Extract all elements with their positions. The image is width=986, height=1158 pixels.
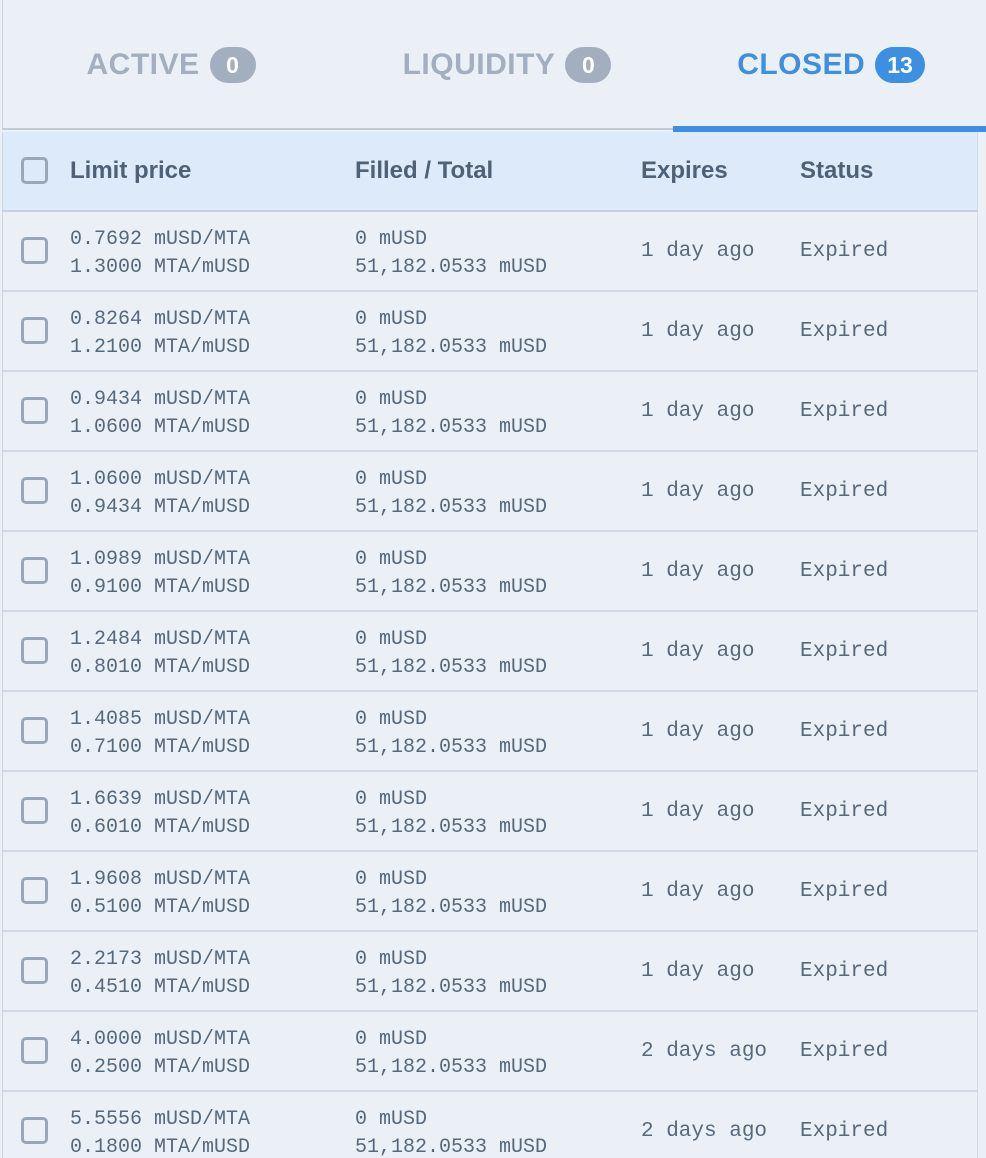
limit-price-cell	[70, 866, 250, 922]
table-row[interactable]	[3, 372, 977, 452]
filled-total-cell	[355, 946, 547, 1002]
row-checkbox[interactable]	[21, 237, 48, 264]
count-badge: 0	[210, 47, 256, 83]
price-mta-per-musd: 0.9100 MTA/mUSD	[70, 576, 251, 599]
expires-cell: 1 day ago	[641, 719, 755, 743]
status-cell: Expired	[800, 319, 889, 343]
price-mta-per-musd: 0.9434 MTA/mUSD	[70, 496, 251, 519]
table-row[interactable]	[3, 292, 977, 372]
status-cell: Expired	[800, 799, 889, 823]
filled-amount: 0 mUSD	[355, 708, 428, 731]
table-body	[3, 212, 977, 1158]
tab-active[interactable]	[3, 0, 339, 130]
price-mta-per-musd: 1.2100 MTA/mUSD	[70, 336, 251, 359]
filled-amount: 0 mUSD	[355, 388, 428, 411]
filled-amount: 0 mUSD	[355, 308, 428, 331]
filled-total-cell	[355, 786, 547, 842]
tab-label: LIQUIDITY	[402, 48, 556, 81]
filled-total-cell	[355, 466, 547, 522]
status-cell: Expired	[800, 879, 889, 903]
total-amount: 51,182.0533 mUSD	[355, 976, 548, 999]
filled-total-cell	[355, 1026, 547, 1082]
column-header-filled-total[interactable]: Filled / Total	[355, 157, 494, 184]
expires-cell: 2 days ago	[641, 1119, 768, 1143]
price-musd-per-mta: 0.8264 mUSD/MTA	[70, 308, 251, 331]
filled-total-cell	[355, 626, 547, 682]
row-checkbox[interactable]	[21, 717, 48, 744]
total-amount: 51,182.0533 mUSD	[355, 256, 548, 279]
table-row[interactable]	[3, 452, 977, 532]
price-mta-per-musd: 0.6010 MTA/mUSD	[70, 816, 251, 839]
total-amount: 51,182.0533 mUSD	[355, 496, 548, 519]
price-musd-per-mta: 0.7692 mUSD/MTA	[70, 228, 251, 251]
tab-liquidity[interactable]	[339, 0, 675, 130]
tab-label: CLOSED	[737, 48, 866, 81]
total-amount: 51,182.0533 mUSD	[355, 336, 548, 359]
filled-total-cell	[355, 386, 547, 442]
total-amount: 51,182.0533 mUSD	[355, 816, 548, 839]
price-mta-per-musd: 0.8010 MTA/mUSD	[70, 656, 251, 679]
limit-price-cell	[70, 946, 250, 1002]
status-cell: Expired	[800, 479, 889, 503]
table-row[interactable]	[3, 1092, 977, 1158]
limit-price-cell	[70, 1026, 250, 1082]
row-checkbox[interactable]	[21, 397, 48, 424]
price-musd-per-mta: 1.0989 mUSD/MTA	[70, 548, 251, 571]
status-cell: Expired	[800, 399, 889, 423]
filled-total-cell	[355, 546, 547, 602]
price-mta-per-musd: 0.2500 MTA/mUSD	[70, 1056, 251, 1079]
limit-price-cell	[70, 546, 250, 602]
expires-cell: 1 day ago	[641, 559, 755, 583]
row-checkbox[interactable]	[21, 1037, 48, 1064]
table-row[interactable]	[3, 852, 977, 932]
limit-price-cell	[70, 1106, 250, 1158]
price-mta-per-musd: 1.0600 MTA/mUSD	[70, 416, 251, 439]
price-mta-per-musd: 0.7100 MTA/mUSD	[70, 736, 251, 759]
row-checkbox[interactable]	[21, 797, 48, 824]
orders-table	[2, 132, 978, 1158]
table-row[interactable]	[3, 532, 977, 612]
price-musd-per-mta: 1.2484 mUSD/MTA	[70, 628, 251, 651]
status-cell: Expired	[800, 639, 889, 663]
expires-cell: 1 day ago	[641, 799, 755, 823]
filled-amount: 0 mUSD	[355, 868, 428, 891]
row-checkbox[interactable]	[21, 957, 48, 984]
price-mta-per-musd: 0.1800 MTA/mUSD	[70, 1136, 251, 1158]
tab-closed[interactable]	[675, 0, 986, 130]
total-amount: 51,182.0533 mUSD	[355, 656, 548, 679]
table-row[interactable]	[3, 212, 977, 292]
filled-total-cell	[355, 1106, 547, 1158]
filled-amount: 0 mUSD	[355, 228, 428, 251]
price-musd-per-mta: 2.2173 mUSD/MTA	[70, 948, 251, 971]
table-row[interactable]	[3, 1012, 977, 1092]
price-mta-per-musd: 1.3000 MTA/mUSD	[70, 256, 251, 279]
price-musd-per-mta: 1.4085 mUSD/MTA	[70, 708, 251, 731]
filled-amount: 0 mUSD	[355, 788, 428, 811]
table-row[interactable]	[3, 772, 977, 852]
total-amount: 51,182.0533 mUSD	[355, 1136, 548, 1158]
row-checkbox[interactable]	[21, 637, 48, 664]
expires-cell: 1 day ago	[641, 959, 755, 983]
status-cell: Expired	[800, 559, 889, 583]
expires-cell: 1 day ago	[641, 239, 755, 263]
select-all-checkbox[interactable]	[21, 157, 48, 184]
row-checkbox[interactable]	[21, 557, 48, 584]
table-row[interactable]	[3, 692, 977, 772]
price-mta-per-musd: 0.5100 MTA/mUSD	[70, 896, 251, 919]
expires-cell: 1 day ago	[641, 879, 755, 903]
price-musd-per-mta: 0.9434 mUSD/MTA	[70, 388, 251, 411]
total-amount: 51,182.0533 mUSD	[355, 416, 548, 439]
total-amount: 51,182.0533 mUSD	[355, 736, 548, 759]
total-amount: 51,182.0533 mUSD	[355, 576, 548, 599]
filled-amount: 0 mUSD	[355, 1108, 428, 1131]
limit-price-cell	[70, 786, 250, 842]
table-row[interactable]	[3, 932, 977, 1012]
filled-total-cell	[355, 706, 547, 762]
filled-total-cell	[355, 306, 547, 362]
filled-amount: 0 mUSD	[355, 468, 428, 491]
price-musd-per-mta: 1.0600 mUSD/MTA	[70, 468, 251, 491]
expires-cell: 1 day ago	[641, 639, 755, 663]
column-header-expires[interactable]: Expires	[641, 157, 728, 184]
limit-price-cell	[70, 226, 250, 282]
filled-amount: 0 mUSD	[355, 548, 428, 571]
filled-amount: 0 mUSD	[355, 948, 428, 971]
price-musd-per-mta: 4.0000 mUSD/MTA	[70, 1028, 251, 1051]
expires-cell: 1 day ago	[641, 399, 755, 423]
total-amount: 51,182.0533 mUSD	[355, 896, 548, 919]
limit-price-cell	[70, 626, 250, 682]
table-header	[3, 132, 977, 212]
expires-cell: 1 day ago	[641, 479, 755, 503]
limit-price-cell	[70, 386, 250, 442]
column-header-limit-price[interactable]: Limit price	[70, 157, 192, 184]
order-tabs	[2, 0, 986, 130]
price-musd-per-mta: 1.6639 mUSD/MTA	[70, 788, 251, 811]
status-cell: Expired	[800, 719, 889, 743]
column-header-status[interactable]: Status	[800, 157, 874, 184]
table-row[interactable]	[3, 612, 977, 692]
row-checkbox[interactable]	[21, 1117, 48, 1144]
limit-price-cell	[70, 306, 250, 362]
price-musd-per-mta: 1.9608 mUSD/MTA	[70, 868, 251, 891]
count-badge: 13	[875, 47, 925, 83]
status-cell: Expired	[800, 1039, 889, 1063]
expires-cell: 2 days ago	[641, 1039, 768, 1063]
row-checkbox[interactable]	[21, 877, 48, 904]
filled-total-cell	[355, 226, 547, 282]
total-amount: 51,182.0533 mUSD	[355, 1056, 548, 1079]
price-mta-per-musd: 0.4510 MTA/mUSD	[70, 976, 251, 999]
limit-price-cell	[70, 706, 250, 762]
count-badge: 0	[565, 47, 611, 83]
price-musd-per-mta: 5.5556 mUSD/MTA	[70, 1108, 251, 1131]
row-checkbox[interactable]	[21, 477, 48, 504]
filled-amount: 0 mUSD	[355, 1028, 428, 1051]
limit-price-cell	[70, 466, 250, 522]
status-cell: Expired	[800, 1119, 889, 1143]
status-cell: Expired	[800, 959, 889, 983]
filled-total-cell	[355, 866, 547, 922]
row-checkbox[interactable]	[21, 317, 48, 344]
status-cell: Expired	[800, 239, 889, 263]
tab-label: ACTIVE	[86, 48, 200, 81]
expires-cell: 1 day ago	[641, 319, 755, 343]
filled-amount: 0 mUSD	[355, 628, 428, 651]
